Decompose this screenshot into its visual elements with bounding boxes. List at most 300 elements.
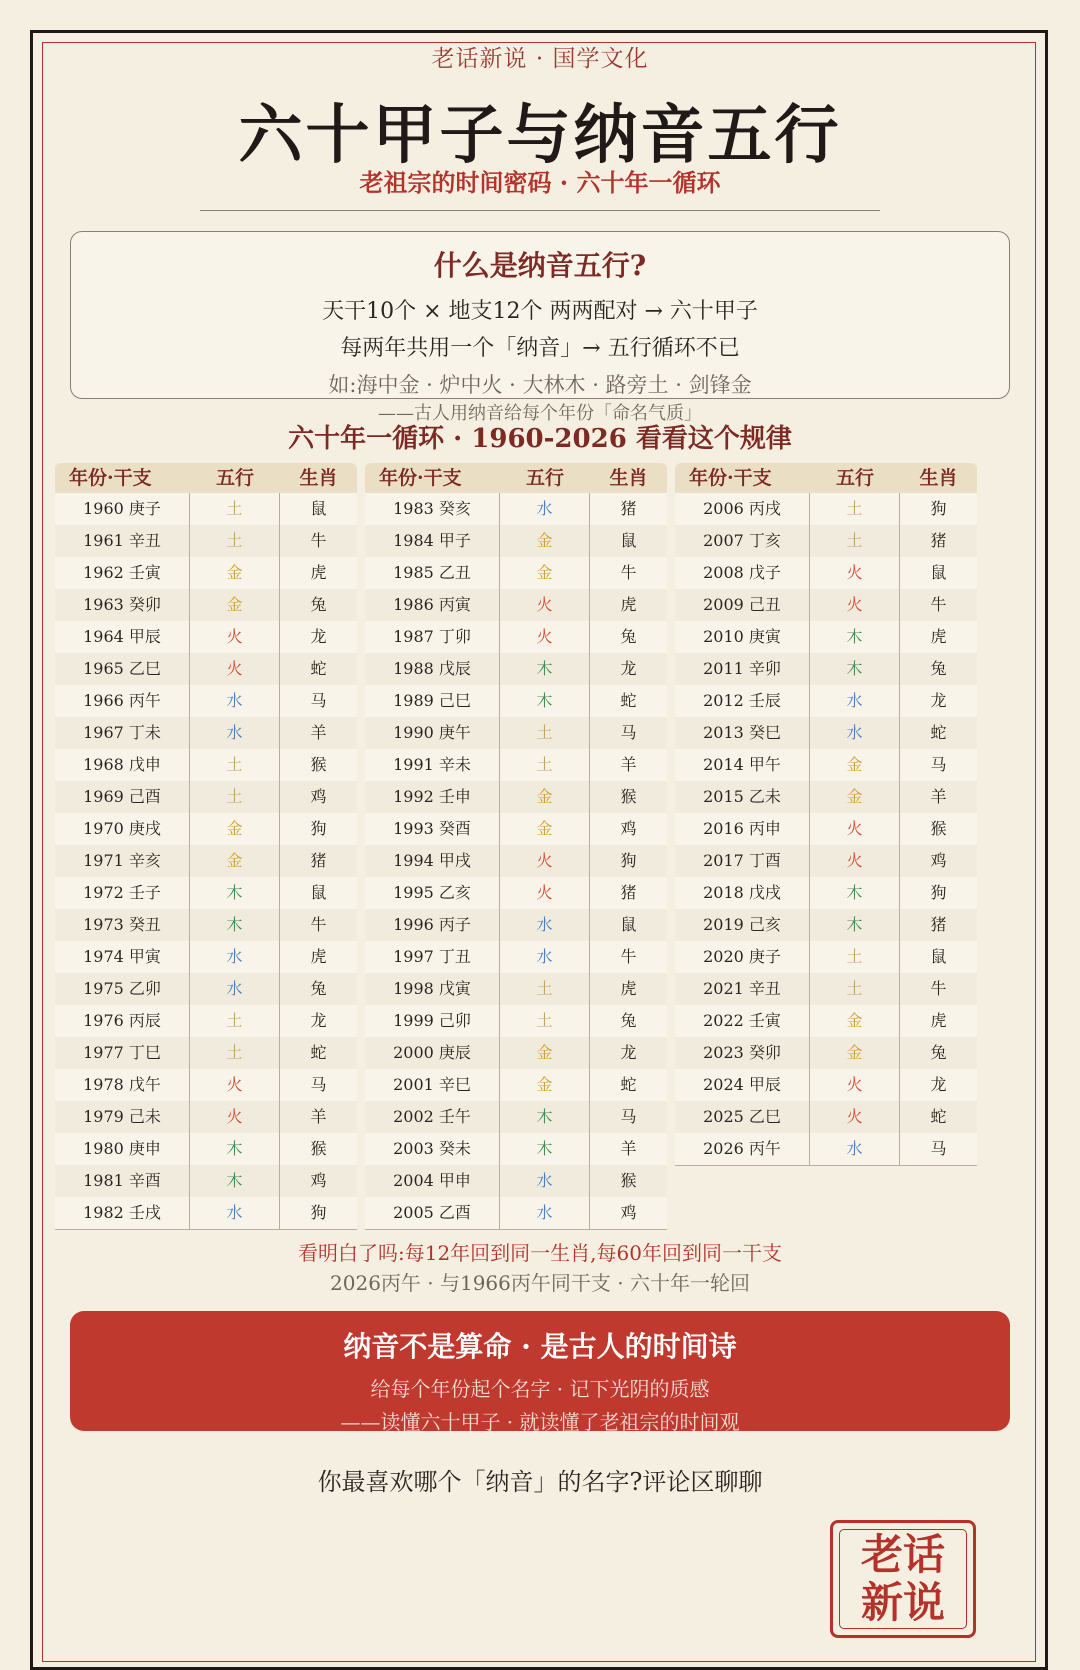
cell-element: 木 <box>190 877 280 909</box>
cell-zodiac: 兔 <box>930 1043 947 1062</box>
cell-zodiac: 牛 <box>310 531 327 550</box>
cell-zodiac: 鼠 <box>310 499 327 518</box>
cell-element: 金 <box>500 525 590 557</box>
intro-box <box>70 231 1010 424</box>
cell-element: 土 <box>810 493 900 525</box>
cell-element: 水 <box>500 493 590 525</box>
table-row <box>55 653 357 685</box>
cell-element: 金 <box>500 557 590 589</box>
table-rows <box>55 493 357 1230</box>
cell-element: 水 <box>190 685 280 717</box>
cell-zodiac: 虎 <box>620 595 637 614</box>
table-row <box>675 749 977 781</box>
cell-year: 1965 乙巳 <box>55 653 190 685</box>
cell-element: 木 <box>810 653 900 685</box>
cell-year: 1967 丁未 <box>55 717 190 749</box>
cell-zodiac: 龙 <box>930 1075 947 1094</box>
cell-element: 火 <box>500 621 590 653</box>
cell-element: 火 <box>810 1069 900 1101</box>
cell-year: 1978 戊午 <box>55 1069 190 1101</box>
cell-year: 1974 甲寅 <box>55 941 190 973</box>
table-row <box>55 877 357 909</box>
cell-element: 水 <box>190 1197 280 1229</box>
table-row <box>675 845 977 877</box>
cell-element: 木 <box>500 653 590 685</box>
table-row <box>365 1165 667 1197</box>
cell-year: 2006 丙戌 <box>675 493 810 525</box>
table-row <box>365 1197 667 1229</box>
cell-year: 1963 癸卯 <box>55 589 190 621</box>
cell-element: 火 <box>500 845 590 877</box>
page-subtitle: 老祖宗的时间密码 · 六十年一循环 <box>359 168 721 197</box>
cell-zodiac: 蛇 <box>620 691 637 710</box>
cell-element: 金 <box>500 1037 590 1069</box>
cell-year: 2005 乙酉 <box>365 1197 500 1229</box>
cell-zodiac: 虎 <box>310 947 327 966</box>
table-row <box>675 1101 977 1133</box>
cell-zodiac: 牛 <box>620 947 637 966</box>
cell-zodiac: 鼠 <box>620 531 637 550</box>
table-row <box>365 877 667 909</box>
cell-element: 火 <box>810 845 900 877</box>
cell-year: 2023 癸卯 <box>675 1037 810 1069</box>
table-row <box>365 749 667 781</box>
table-row <box>365 525 667 557</box>
cell-zodiac: 狗 <box>930 883 947 902</box>
table-row <box>675 781 977 813</box>
cell-year: 2004 甲申 <box>365 1165 500 1197</box>
cell-element: 水 <box>500 1165 590 1197</box>
intro-example: 如:海中金 · 炉中火 · 大林木 · 路旁土 · 剑锋金 <box>328 373 752 397</box>
cell-year: 1970 庚戌 <box>55 813 190 845</box>
cell-zodiac: 鸡 <box>620 1203 637 1222</box>
cell-year: 1991 辛未 <box>365 749 500 781</box>
table-row <box>365 941 667 973</box>
cell-year: 2026 丙午 <box>675 1133 810 1165</box>
table-row <box>55 909 357 941</box>
cell-year: 1995 乙亥 <box>365 877 500 909</box>
table-row <box>365 717 667 749</box>
cell-element: 木 <box>500 685 590 717</box>
cell-element: 土 <box>500 1005 590 1037</box>
cell-zodiac: 牛 <box>310 915 327 934</box>
cell-element: 土 <box>810 525 900 557</box>
table-header <box>55 463 357 493</box>
cell-zodiac: 蛇 <box>310 1043 327 1062</box>
cell-element: 木 <box>810 877 900 909</box>
cell-element: 水 <box>810 717 900 749</box>
header-zodiac: 生肖 <box>609 467 648 489</box>
cell-element: 火 <box>810 1101 900 1133</box>
cell-zodiac: 蛇 <box>930 723 947 742</box>
footnote-example: 2026丙午 · 与1966丙午同干支 · 六十年一轮回 <box>330 1271 750 1295</box>
section-title: 六十年一循环 · 1960-2026 看看这个规律 <box>288 424 792 454</box>
cell-year: 2012 壬辰 <box>675 685 810 717</box>
table-row <box>55 1101 357 1133</box>
cell-year: 2014 甲午 <box>675 749 810 781</box>
cell-element: 木 <box>500 1133 590 1165</box>
cell-zodiac: 牛 <box>620 563 637 582</box>
table-row <box>675 685 977 717</box>
cell-element: 火 <box>500 589 590 621</box>
seal-line-2: 新说 <box>860 1578 945 1627</box>
cell-element: 金 <box>500 1069 590 1101</box>
cell-zodiac: 猴 <box>620 1171 637 1190</box>
table-row <box>675 1133 977 1165</box>
cell-year: 2011 辛卯 <box>675 653 810 685</box>
cell-element: 水 <box>190 973 280 1005</box>
table-row <box>365 845 667 877</box>
cell-element: 水 <box>810 1133 900 1165</box>
table-row <box>55 717 357 749</box>
cell-zodiac: 鼠 <box>310 883 327 902</box>
cell-zodiac: 蛇 <box>310 659 327 678</box>
table-row <box>675 589 977 621</box>
table-row <box>675 525 977 557</box>
cell-zodiac: 牛 <box>930 979 947 998</box>
cell-element: 火 <box>190 653 280 685</box>
cell-zodiac: 狗 <box>310 819 327 838</box>
table-header <box>675 463 977 493</box>
header-zodiac: 生肖 <box>919 467 958 489</box>
intro-note: ——古人用纳音给每个年份「命名气质」 <box>378 403 702 424</box>
cell-element: 火 <box>810 589 900 621</box>
cell-zodiac: 马 <box>930 1139 947 1158</box>
cell-year: 2003 癸未 <box>365 1133 500 1165</box>
cell-year: 2000 庚辰 <box>365 1037 500 1069</box>
header-zodiac: 生肖 <box>299 467 338 489</box>
cell-zodiac: 兔 <box>620 627 637 646</box>
cell-zodiac: 猴 <box>310 1139 327 1158</box>
cell-zodiac: 兔 <box>310 595 327 614</box>
cell-zodiac: 猪 <box>930 915 947 934</box>
cell-zodiac: 猴 <box>310 755 327 774</box>
cell-element: 火 <box>190 1101 280 1133</box>
cell-year: 1989 己巳 <box>365 685 500 717</box>
title-divider <box>200 210 880 211</box>
cell-element: 土 <box>190 749 280 781</box>
cell-element: 土 <box>190 1005 280 1037</box>
cell-element: 火 <box>190 621 280 653</box>
cell-year: 1987 丁卯 <box>365 621 500 653</box>
table-row <box>365 1101 667 1133</box>
cell-zodiac: 猪 <box>620 883 637 902</box>
table-row <box>675 973 977 1005</box>
cell-zodiac: 龙 <box>310 1011 327 1030</box>
cell-element: 木 <box>190 1133 280 1165</box>
cell-element: 木 <box>500 1101 590 1133</box>
cell-element: 水 <box>190 941 280 973</box>
table-row <box>365 1133 667 1165</box>
table-rows <box>365 493 667 1230</box>
cell-zodiac: 鸡 <box>620 819 637 838</box>
cell-year: 1998 戊寅 <box>365 973 500 1005</box>
table-row <box>675 493 977 525</box>
cell-year: 2022 壬寅 <box>675 1005 810 1037</box>
cell-element: 火 <box>500 877 590 909</box>
table-row <box>365 781 667 813</box>
cell-element: 木 <box>810 909 900 941</box>
cell-element: 土 <box>810 941 900 973</box>
cell-year: 1997 丁丑 <box>365 941 500 973</box>
table-row <box>55 525 357 557</box>
cell-element: 金 <box>810 1005 900 1037</box>
cell-year: 1962 壬寅 <box>55 557 190 589</box>
page-title: 六十甲子与纳音五行 <box>238 98 842 173</box>
cell-element: 土 <box>190 1037 280 1069</box>
cell-zodiac: 鼠 <box>620 915 637 934</box>
cell-zodiac: 龙 <box>620 1043 637 1062</box>
cell-element: 土 <box>500 973 590 1005</box>
cell-year: 2017 丁酉 <box>675 845 810 877</box>
banner-line-1: 给每个年份起个名字 · 记下光阴的质感 <box>370 1377 710 1401</box>
table-row <box>365 813 667 845</box>
cell-element: 木 <box>810 621 900 653</box>
cell-year: 1993 癸酉 <box>365 813 500 845</box>
cell-year: 1982 壬戌 <box>55 1197 190 1229</box>
table-row <box>365 973 667 1005</box>
table-row <box>55 781 357 813</box>
table-row <box>55 557 357 589</box>
cell-year: 1990 庚午 <box>365 717 500 749</box>
cell-element: 火 <box>810 813 900 845</box>
intro-line-2: 每两年共用一个「纳音」→ 五行循环不已 <box>340 336 740 361</box>
cell-year: 1969 己酉 <box>55 781 190 813</box>
cell-year: 1986 丙寅 <box>365 589 500 621</box>
cell-zodiac: 马 <box>620 723 637 742</box>
cell-zodiac: 虎 <box>620 979 637 998</box>
cell-year: 1972 壬子 <box>55 877 190 909</box>
cell-zodiac: 狗 <box>310 1203 327 1222</box>
cell-zodiac: 马 <box>310 1075 327 1094</box>
table-row <box>365 685 667 717</box>
cell-year: 1975 乙卯 <box>55 973 190 1005</box>
cell-element: 水 <box>810 685 900 717</box>
cell-element: 金 <box>500 781 590 813</box>
cell-year: 1980 庚申 <box>55 1133 190 1165</box>
cell-year: 1999 己卯 <box>365 1005 500 1037</box>
cell-zodiac: 兔 <box>310 979 327 998</box>
cell-zodiac: 龙 <box>930 691 947 710</box>
table-row <box>675 909 977 941</box>
table-row <box>365 1005 667 1037</box>
cell-zodiac: 蛇 <box>620 1075 637 1094</box>
cell-zodiac: 狗 <box>930 499 947 518</box>
cell-zodiac: 羊 <box>310 723 327 742</box>
cell-zodiac: 兔 <box>930 659 947 678</box>
cell-element: 木 <box>190 1165 280 1197</box>
cell-element: 金 <box>810 749 900 781</box>
cell-zodiac: 蛇 <box>930 1107 947 1126</box>
cell-element: 金 <box>810 1037 900 1069</box>
cell-zodiac: 鸡 <box>930 851 947 870</box>
cell-year: 1988 戊辰 <box>365 653 500 685</box>
cell-element: 金 <box>500 813 590 845</box>
cell-year: 1992 壬申 <box>365 781 500 813</box>
table-row <box>55 1005 357 1037</box>
cell-year: 2010 庚寅 <box>675 621 810 653</box>
cell-element: 水 <box>500 941 590 973</box>
table-row <box>675 1069 977 1101</box>
banner-title: 纳音不是算命 · 是古人的时间诗 <box>343 1330 737 1363</box>
cell-zodiac: 牛 <box>930 595 947 614</box>
table-column-1 <box>55 463 357 1230</box>
table-row <box>365 557 667 589</box>
table-row <box>675 813 977 845</box>
cell-element: 金 <box>810 781 900 813</box>
cell-year: 2009 己丑 <box>675 589 810 621</box>
table-column-2 <box>365 463 667 1230</box>
cell-zodiac: 羊 <box>930 787 947 806</box>
table-row <box>55 493 357 525</box>
cell-year: 1968 戊申 <box>55 749 190 781</box>
table-header <box>365 463 667 493</box>
cell-year: 2025 乙巳 <box>675 1101 810 1133</box>
cell-zodiac: 猪 <box>620 499 637 518</box>
table-row <box>365 1069 667 1101</box>
cell-zodiac: 龙 <box>620 659 637 678</box>
cell-year: 1984 甲子 <box>365 525 500 557</box>
table-row <box>675 621 977 653</box>
table-row <box>55 941 357 973</box>
header-element: 五行 <box>835 467 874 489</box>
table-row <box>55 749 357 781</box>
cell-year: 1979 己未 <box>55 1101 190 1133</box>
cell-year: 2020 庚子 <box>675 941 810 973</box>
cell-zodiac: 龙 <box>310 627 327 646</box>
header-element: 五行 <box>525 467 564 489</box>
cell-year: 2007 丁亥 <box>675 525 810 557</box>
header-year: 年份·干支 <box>69 467 152 489</box>
table-row <box>365 621 667 653</box>
table-row <box>365 653 667 685</box>
table-row <box>675 877 977 909</box>
seal-stamp <box>830 1520 976 1638</box>
table-row <box>675 653 977 685</box>
table-row <box>55 845 357 877</box>
cell-element: 金 <box>190 845 280 877</box>
cell-element: 水 <box>190 717 280 749</box>
cell-element: 土 <box>500 717 590 749</box>
cell-zodiac: 猴 <box>620 787 637 806</box>
header-year: 年份·干支 <box>379 467 462 489</box>
cell-year: 1966 丙午 <box>55 685 190 717</box>
cell-year: 1996 丙子 <box>365 909 500 941</box>
cell-element: 火 <box>190 1069 280 1101</box>
table-row <box>55 685 357 717</box>
cell-year: 1983 癸亥 <box>365 493 500 525</box>
table-row <box>675 1005 977 1037</box>
table-row <box>365 1037 667 1069</box>
cell-zodiac: 虎 <box>930 1011 947 1030</box>
seal-line-1: 老话 <box>860 1530 945 1579</box>
seal-inner-border <box>839 1529 967 1629</box>
cell-zodiac: 鸡 <box>310 787 327 806</box>
table-row <box>55 813 357 845</box>
cell-zodiac: 猪 <box>930 531 947 550</box>
table-row <box>55 1165 357 1197</box>
cell-year: 1976 丙辰 <box>55 1005 190 1037</box>
cell-year: 2021 辛丑 <box>675 973 810 1005</box>
cell-year: 2013 癸巳 <box>675 717 810 749</box>
cell-year: 1960 庚子 <box>55 493 190 525</box>
cell-year: 1994 甲戌 <box>365 845 500 877</box>
cell-year: 2016 丙申 <box>675 813 810 845</box>
cell-element: 金 <box>190 813 280 845</box>
cell-year: 1985 乙丑 <box>365 557 500 589</box>
header-element: 五行 <box>215 467 254 489</box>
cell-year: 2001 辛巳 <box>365 1069 500 1101</box>
table-row <box>365 493 667 525</box>
cell-element: 金 <box>190 557 280 589</box>
cell-zodiac: 马 <box>620 1107 637 1126</box>
cell-zodiac: 马 <box>930 755 947 774</box>
cell-year: 2018 戊戌 <box>675 877 810 909</box>
cell-zodiac: 羊 <box>310 1107 327 1126</box>
cell-zodiac: 虎 <box>930 627 947 646</box>
cell-zodiac: 兔 <box>620 1011 637 1030</box>
summary-banner <box>70 1311 1010 1434</box>
cell-year: 1964 甲辰 <box>55 621 190 653</box>
table-row <box>365 589 667 621</box>
cell-year: 2015 乙未 <box>675 781 810 813</box>
table-row <box>365 909 667 941</box>
cell-element: 土 <box>500 749 590 781</box>
table-row <box>675 1037 977 1069</box>
table-row <box>675 717 977 749</box>
cell-year: 2008 戊子 <box>675 557 810 589</box>
intro-line-1: 天干10个 × 地支12个 两两配对 → 六十甲子 <box>322 299 758 324</box>
cell-zodiac: 马 <box>310 691 327 710</box>
cell-zodiac: 猴 <box>930 819 947 838</box>
table-row <box>675 941 977 973</box>
comment-prompt: 你最喜欢哪个「纳音」的名字?评论区聊聊 <box>317 1468 763 1496</box>
cell-zodiac: 狗 <box>620 851 637 870</box>
footnote-cycle: 看明白了吗:每12年回到同一生肖,每60年回到同一干支 <box>298 1241 782 1265</box>
banner-line-2: ——读懂六十甲子 · 就读懂了老祖宗的时间观 <box>340 1410 740 1434</box>
cell-zodiac: 羊 <box>620 755 637 774</box>
cell-zodiac: 鼠 <box>930 563 947 582</box>
intro-heading: 什么是纳音五行? <box>433 249 647 282</box>
cell-year: 2019 己亥 <box>675 909 810 941</box>
table-column-3 <box>675 463 977 1166</box>
cell-element: 水 <box>500 1197 590 1229</box>
cell-element: 火 <box>810 557 900 589</box>
cell-year: 1981 辛酉 <box>55 1165 190 1197</box>
table-row <box>675 557 977 589</box>
cell-year: 1961 辛丑 <box>55 525 190 557</box>
cell-element: 水 <box>500 909 590 941</box>
table-row <box>55 1037 357 1069</box>
cell-element: 土 <box>190 525 280 557</box>
cell-year: 2024 甲辰 <box>675 1069 810 1101</box>
cell-element: 土 <box>810 973 900 1005</box>
brand-line: 老话新说 · 国学文化 <box>431 46 649 72</box>
table-row <box>55 621 357 653</box>
cell-element: 金 <box>190 589 280 621</box>
cell-zodiac: 鸡 <box>310 1171 327 1190</box>
table-row <box>55 1133 357 1165</box>
cell-zodiac: 鼠 <box>930 947 947 966</box>
cell-element: 木 <box>190 909 280 941</box>
cell-year: 1971 辛亥 <box>55 845 190 877</box>
cell-year: 2002 壬午 <box>365 1101 500 1133</box>
table-row <box>55 973 357 1005</box>
table-rows <box>675 493 977 1166</box>
table-row <box>55 1197 357 1229</box>
cell-year: 1973 癸丑 <box>55 909 190 941</box>
cell-element: 土 <box>190 781 280 813</box>
